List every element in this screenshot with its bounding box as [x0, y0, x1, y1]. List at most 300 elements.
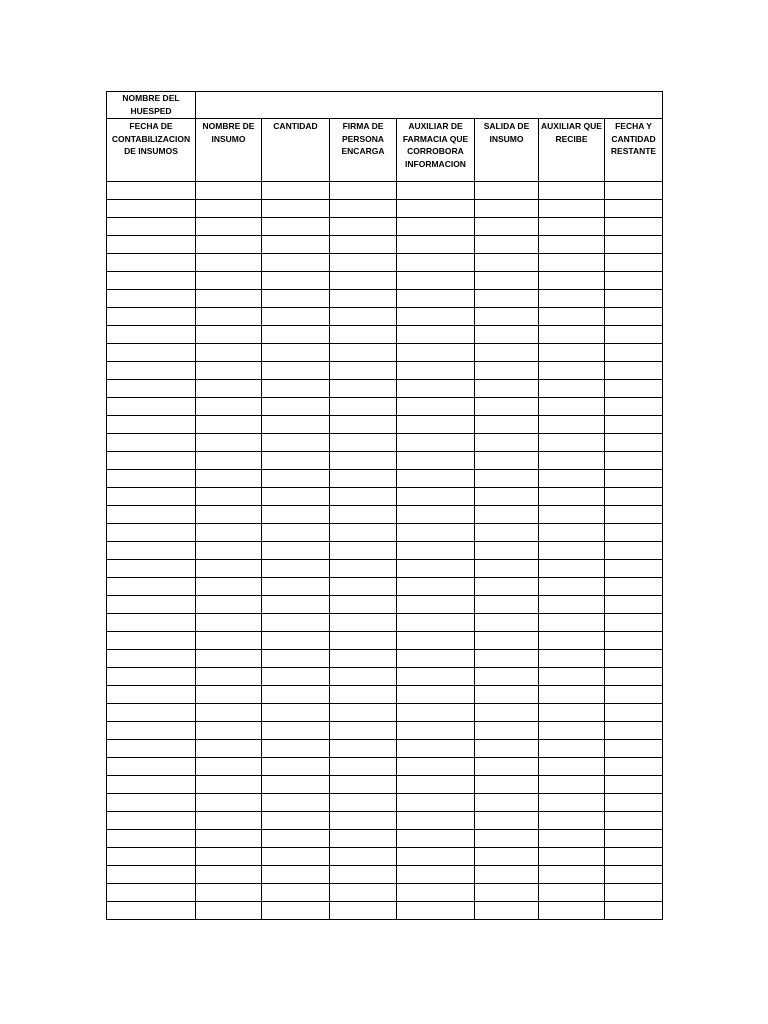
table-cell-auxiliar_farmacia[interactable]	[397, 236, 475, 254]
table-cell-nombre[interactable]	[196, 650, 262, 668]
table-cell-fecha[interactable]	[107, 362, 196, 380]
table-cell-fecha_cantidad[interactable]	[605, 452, 663, 470]
table-cell-nombre[interactable]	[196, 578, 262, 596]
table-cell-cantidad[interactable]	[262, 830, 330, 848]
table-cell-salida[interactable]	[475, 776, 539, 794]
table-cell-auxiliar_recibe[interactable]	[539, 236, 605, 254]
table-cell-salida[interactable]	[475, 308, 539, 326]
table-cell-auxiliar_recibe[interactable]	[539, 758, 605, 776]
table-cell-auxiliar_farmacia[interactable]	[397, 272, 475, 290]
table-cell-cantidad[interactable]	[262, 542, 330, 560]
table-cell-nombre[interactable]	[196, 416, 262, 434]
table-cell-fecha[interactable]	[107, 812, 196, 830]
table-cell-auxiliar_farmacia[interactable]	[397, 542, 475, 560]
table-cell-firma[interactable]	[330, 740, 397, 758]
table-cell-fecha_cantidad[interactable]	[605, 614, 663, 632]
table-cell-auxiliar_recibe[interactable]	[539, 452, 605, 470]
table-cell-nombre[interactable]	[196, 740, 262, 758]
table-cell-salida[interactable]	[475, 758, 539, 776]
table-cell-salida[interactable]	[475, 794, 539, 812]
table-cell-salida[interactable]	[475, 236, 539, 254]
table-cell-nombre[interactable]	[196, 668, 262, 686]
table-cell-auxiliar_farmacia[interactable]	[397, 524, 475, 542]
table-cell-auxiliar_recibe[interactable]	[539, 704, 605, 722]
table-cell-fecha_cantidad[interactable]	[605, 776, 663, 794]
table-cell-fecha_cantidad[interactable]	[605, 722, 663, 740]
table-cell-nombre[interactable]	[196, 758, 262, 776]
table-cell-nombre[interactable]	[196, 254, 262, 272]
table-cell-auxiliar_farmacia[interactable]	[397, 758, 475, 776]
table-cell-salida[interactable]	[475, 254, 539, 272]
table-cell-salida[interactable]	[475, 344, 539, 362]
table-cell-auxiliar_recibe[interactable]	[539, 668, 605, 686]
table-cell-auxiliar_farmacia[interactable]	[397, 362, 475, 380]
table-cell-firma[interactable]	[330, 848, 397, 866]
table-cell-fecha_cantidad[interactable]	[605, 182, 663, 200]
table-cell-firma[interactable]	[330, 254, 397, 272]
table-cell-fecha_cantidad[interactable]	[605, 254, 663, 272]
table-cell-auxiliar_recibe[interactable]	[539, 542, 605, 560]
table-cell-salida[interactable]	[475, 884, 539, 902]
table-cell-fecha[interactable]	[107, 236, 196, 254]
table-cell-firma[interactable]	[330, 686, 397, 704]
table-cell-auxiliar_farmacia[interactable]	[397, 902, 475, 920]
table-cell-nombre[interactable]	[196, 362, 262, 380]
table-cell-fecha[interactable]	[107, 326, 196, 344]
table-cell-firma[interactable]	[330, 416, 397, 434]
table-cell-firma[interactable]	[330, 524, 397, 542]
table-cell-cantidad[interactable]	[262, 236, 330, 254]
table-cell-cantidad[interactable]	[262, 272, 330, 290]
table-cell-nombre[interactable]	[196, 506, 262, 524]
table-cell-fecha[interactable]	[107, 290, 196, 308]
table-cell-fecha_cantidad[interactable]	[605, 758, 663, 776]
table-cell-cantidad[interactable]	[262, 308, 330, 326]
table-cell-cantidad[interactable]	[262, 524, 330, 542]
table-cell-auxiliar_recibe[interactable]	[539, 848, 605, 866]
table-cell-auxiliar_recibe[interactable]	[539, 362, 605, 380]
table-cell-firma[interactable]	[330, 668, 397, 686]
table-cell-fecha_cantidad[interactable]	[605, 794, 663, 812]
table-cell-salida[interactable]	[475, 398, 539, 416]
table-cell-cantidad[interactable]	[262, 470, 330, 488]
table-cell-auxiliar_farmacia[interactable]	[397, 560, 475, 578]
table-cell-auxiliar_recibe[interactable]	[539, 254, 605, 272]
table-cell-nombre[interactable]	[196, 272, 262, 290]
table-cell-fecha_cantidad[interactable]	[605, 632, 663, 650]
table-cell-auxiliar_recibe[interactable]	[539, 200, 605, 218]
table-cell-auxiliar_recibe[interactable]	[539, 776, 605, 794]
table-cell-nombre[interactable]	[196, 488, 262, 506]
table-cell-auxiliar_recibe[interactable]	[539, 740, 605, 758]
table-cell-salida[interactable]	[475, 452, 539, 470]
table-cell-firma[interactable]	[330, 506, 397, 524]
table-cell-auxiliar_farmacia[interactable]	[397, 632, 475, 650]
table-cell-fecha_cantidad[interactable]	[605, 470, 663, 488]
table-cell-nombre[interactable]	[196, 830, 262, 848]
table-cell-nombre[interactable]	[196, 380, 262, 398]
table-cell-cantidad[interactable]	[262, 776, 330, 794]
table-cell-cantidad[interactable]	[262, 704, 330, 722]
table-cell-salida[interactable]	[475, 830, 539, 848]
table-cell-salida[interactable]	[475, 578, 539, 596]
table-cell-cantidad[interactable]	[262, 650, 330, 668]
table-cell-fecha_cantidad[interactable]	[605, 560, 663, 578]
table-cell-fecha_cantidad[interactable]	[605, 344, 663, 362]
table-cell-firma[interactable]	[330, 362, 397, 380]
table-cell-firma[interactable]	[330, 380, 397, 398]
table-cell-fecha_cantidad[interactable]	[605, 380, 663, 398]
table-cell-fecha[interactable]	[107, 542, 196, 560]
table-cell-auxiliar_recibe[interactable]	[539, 524, 605, 542]
table-cell-fecha[interactable]	[107, 434, 196, 452]
table-cell-auxiliar_recibe[interactable]	[539, 614, 605, 632]
table-cell-cantidad[interactable]	[262, 614, 330, 632]
table-cell-auxiliar_recibe[interactable]	[539, 398, 605, 416]
table-cell-cantidad[interactable]	[262, 254, 330, 272]
table-cell-firma[interactable]	[330, 830, 397, 848]
table-cell-auxiliar_farmacia[interactable]	[397, 182, 475, 200]
table-cell-salida[interactable]	[475, 668, 539, 686]
table-cell-auxiliar_recibe[interactable]	[539, 380, 605, 398]
table-cell-cantidad[interactable]	[262, 326, 330, 344]
table-cell-fecha[interactable]	[107, 308, 196, 326]
table-cell-salida[interactable]	[475, 272, 539, 290]
guest-name-field[interactable]	[196, 92, 663, 119]
table-cell-cantidad[interactable]	[262, 182, 330, 200]
table-cell-fecha[interactable]	[107, 272, 196, 290]
table-cell-firma[interactable]	[330, 884, 397, 902]
table-cell-fecha[interactable]	[107, 668, 196, 686]
table-cell-fecha_cantidad[interactable]	[605, 326, 663, 344]
table-cell-cantidad[interactable]	[262, 344, 330, 362]
table-cell-fecha_cantidad[interactable]	[605, 830, 663, 848]
table-cell-fecha[interactable]	[107, 884, 196, 902]
table-cell-auxiliar_recibe[interactable]	[539, 902, 605, 920]
table-cell-salida[interactable]	[475, 812, 539, 830]
table-cell-cantidad[interactable]	[262, 362, 330, 380]
table-cell-auxiliar_recibe[interactable]	[539, 488, 605, 506]
table-cell-salida[interactable]	[475, 560, 539, 578]
table-cell-cantidad[interactable]	[262, 200, 330, 218]
table-cell-cantidad[interactable]	[262, 758, 330, 776]
table-cell-firma[interactable]	[330, 704, 397, 722]
table-cell-fecha[interactable]	[107, 704, 196, 722]
table-cell-fecha[interactable]	[107, 470, 196, 488]
table-cell-nombre[interactable]	[196, 632, 262, 650]
table-cell-auxiliar_recibe[interactable]	[539, 830, 605, 848]
table-cell-firma[interactable]	[330, 290, 397, 308]
table-cell-cantidad[interactable]	[262, 668, 330, 686]
table-cell-nombre[interactable]	[196, 326, 262, 344]
table-cell-salida[interactable]	[475, 200, 539, 218]
table-cell-salida[interactable]	[475, 650, 539, 668]
table-cell-salida[interactable]	[475, 290, 539, 308]
table-cell-cantidad[interactable]	[262, 218, 330, 236]
table-cell-fecha_cantidad[interactable]	[605, 848, 663, 866]
table-cell-auxiliar_recibe[interactable]	[539, 794, 605, 812]
table-cell-firma[interactable]	[330, 182, 397, 200]
table-cell-nombre[interactable]	[196, 902, 262, 920]
table-cell-firma[interactable]	[330, 614, 397, 632]
table-cell-salida[interactable]	[475, 866, 539, 884]
table-cell-fecha[interactable]	[107, 182, 196, 200]
table-cell-firma[interactable]	[330, 632, 397, 650]
table-cell-firma[interactable]	[330, 722, 397, 740]
table-cell-cantidad[interactable]	[262, 866, 330, 884]
table-cell-fecha_cantidad[interactable]	[605, 200, 663, 218]
table-cell-nombre[interactable]	[196, 470, 262, 488]
table-cell-auxiliar_recibe[interactable]	[539, 272, 605, 290]
table-cell-salida[interactable]	[475, 182, 539, 200]
table-cell-salida[interactable]	[475, 614, 539, 632]
table-cell-salida[interactable]	[475, 326, 539, 344]
table-cell-fecha_cantidad[interactable]	[605, 236, 663, 254]
table-cell-salida[interactable]	[475, 542, 539, 560]
table-cell-salida[interactable]	[475, 632, 539, 650]
table-cell-firma[interactable]	[330, 200, 397, 218]
table-cell-auxiliar_recibe[interactable]	[539, 344, 605, 362]
table-cell-cantidad[interactable]	[262, 398, 330, 416]
table-cell-fecha[interactable]	[107, 848, 196, 866]
table-cell-firma[interactable]	[330, 560, 397, 578]
table-cell-auxiliar_farmacia[interactable]	[397, 488, 475, 506]
table-cell-firma[interactable]	[330, 866, 397, 884]
table-cell-firma[interactable]	[330, 578, 397, 596]
table-cell-cantidad[interactable]	[262, 290, 330, 308]
table-cell-salida[interactable]	[475, 596, 539, 614]
table-cell-fecha[interactable]	[107, 578, 196, 596]
table-cell-cantidad[interactable]	[262, 488, 330, 506]
table-cell-fecha_cantidad[interactable]	[605, 524, 663, 542]
table-cell-nombre[interactable]	[196, 218, 262, 236]
table-cell-firma[interactable]	[330, 758, 397, 776]
table-cell-nombre[interactable]	[196, 596, 262, 614]
table-cell-fecha[interactable]	[107, 902, 196, 920]
table-cell-fecha_cantidad[interactable]	[605, 218, 663, 236]
table-cell-nombre[interactable]	[196, 182, 262, 200]
table-cell-fecha[interactable]	[107, 776, 196, 794]
table-cell-nombre[interactable]	[196, 614, 262, 632]
table-cell-auxiliar_farmacia[interactable]	[397, 452, 475, 470]
table-cell-cantidad[interactable]	[262, 506, 330, 524]
table-cell-firma[interactable]	[330, 308, 397, 326]
table-cell-firma[interactable]	[330, 218, 397, 236]
table-cell-nombre[interactable]	[196, 866, 262, 884]
table-cell-salida[interactable]	[475, 722, 539, 740]
table-cell-fecha_cantidad[interactable]	[605, 416, 663, 434]
table-cell-firma[interactable]	[330, 434, 397, 452]
table-cell-nombre[interactable]	[196, 398, 262, 416]
table-cell-auxiliar_recibe[interactable]	[539, 308, 605, 326]
table-cell-fecha_cantidad[interactable]	[605, 488, 663, 506]
table-cell-cantidad[interactable]	[262, 902, 330, 920]
table-cell-cantidad[interactable]	[262, 794, 330, 812]
table-cell-firma[interactable]	[330, 650, 397, 668]
table-cell-auxiliar_farmacia[interactable]	[397, 308, 475, 326]
table-cell-salida[interactable]	[475, 686, 539, 704]
table-cell-fecha_cantidad[interactable]	[605, 812, 663, 830]
table-cell-auxiliar_farmacia[interactable]	[397, 254, 475, 272]
table-cell-fecha_cantidad[interactable]	[605, 596, 663, 614]
table-cell-cantidad[interactable]	[262, 812, 330, 830]
table-cell-auxiliar_recibe[interactable]	[539, 650, 605, 668]
table-cell-auxiliar_recibe[interactable]	[539, 578, 605, 596]
table-cell-cantidad[interactable]	[262, 740, 330, 758]
table-cell-salida[interactable]	[475, 740, 539, 758]
table-cell-fecha[interactable]	[107, 866, 196, 884]
table-cell-auxiliar_farmacia[interactable]	[397, 416, 475, 434]
table-cell-fecha_cantidad[interactable]	[605, 272, 663, 290]
table-cell-auxiliar_farmacia[interactable]	[397, 290, 475, 308]
table-cell-auxiliar_farmacia[interactable]	[397, 722, 475, 740]
table-cell-auxiliar_recibe[interactable]	[539, 326, 605, 344]
table-cell-firma[interactable]	[330, 794, 397, 812]
table-cell-salida[interactable]	[475, 524, 539, 542]
table-cell-auxiliar_recibe[interactable]	[539, 182, 605, 200]
table-cell-fecha[interactable]	[107, 488, 196, 506]
table-cell-fecha_cantidad[interactable]	[605, 704, 663, 722]
table-cell-fecha_cantidad[interactable]	[605, 740, 663, 758]
table-cell-firma[interactable]	[330, 398, 397, 416]
table-cell-fecha_cantidad[interactable]	[605, 650, 663, 668]
table-cell-fecha[interactable]	[107, 740, 196, 758]
table-cell-salida[interactable]	[475, 470, 539, 488]
table-cell-firma[interactable]	[330, 776, 397, 794]
table-cell-firma[interactable]	[330, 542, 397, 560]
table-cell-fecha[interactable]	[107, 398, 196, 416]
table-cell-auxiliar_recibe[interactable]	[539, 866, 605, 884]
table-cell-nombre[interactable]	[196, 524, 262, 542]
table-cell-auxiliar_recibe[interactable]	[539, 812, 605, 830]
table-cell-auxiliar_recibe[interactable]	[539, 218, 605, 236]
table-cell-auxiliar_farmacia[interactable]	[397, 578, 475, 596]
table-cell-fecha_cantidad[interactable]	[605, 506, 663, 524]
table-cell-auxiliar_farmacia[interactable]	[397, 614, 475, 632]
table-cell-nombre[interactable]	[196, 542, 262, 560]
table-cell-fecha[interactable]	[107, 794, 196, 812]
table-cell-auxiliar_recibe[interactable]	[539, 596, 605, 614]
table-cell-firma[interactable]	[330, 902, 397, 920]
table-cell-nombre[interactable]	[196, 236, 262, 254]
table-cell-firma[interactable]	[330, 470, 397, 488]
table-cell-salida[interactable]	[475, 704, 539, 722]
table-cell-salida[interactable]	[475, 218, 539, 236]
table-cell-nombre[interactable]	[196, 848, 262, 866]
table-cell-auxiliar_farmacia[interactable]	[397, 668, 475, 686]
table-cell-fecha[interactable]	[107, 686, 196, 704]
table-cell-fecha[interactable]	[107, 722, 196, 740]
table-cell-salida[interactable]	[475, 434, 539, 452]
table-cell-nombre[interactable]	[196, 794, 262, 812]
table-cell-auxiliar_farmacia[interactable]	[397, 650, 475, 668]
table-cell-fecha[interactable]	[107, 452, 196, 470]
table-cell-auxiliar_farmacia[interactable]	[397, 344, 475, 362]
table-cell-auxiliar_farmacia[interactable]	[397, 434, 475, 452]
table-cell-auxiliar_recibe[interactable]	[539, 560, 605, 578]
table-cell-cantidad[interactable]	[262, 632, 330, 650]
table-cell-auxiliar_recibe[interactable]	[539, 416, 605, 434]
table-cell-auxiliar_farmacia[interactable]	[397, 884, 475, 902]
table-cell-salida[interactable]	[475, 848, 539, 866]
table-cell-firma[interactable]	[330, 236, 397, 254]
table-cell-cantidad[interactable]	[262, 596, 330, 614]
table-cell-fecha[interactable]	[107, 218, 196, 236]
table-cell-salida[interactable]	[475, 416, 539, 434]
table-cell-nombre[interactable]	[196, 200, 262, 218]
table-cell-auxiliar_farmacia[interactable]	[397, 326, 475, 344]
table-cell-fecha_cantidad[interactable]	[605, 362, 663, 380]
table-cell-firma[interactable]	[330, 488, 397, 506]
table-cell-auxiliar_farmacia[interactable]	[397, 866, 475, 884]
table-cell-auxiliar_recibe[interactable]	[539, 290, 605, 308]
table-cell-firma[interactable]	[330, 596, 397, 614]
table-cell-firma[interactable]	[330, 812, 397, 830]
table-cell-salida[interactable]	[475, 362, 539, 380]
table-cell-fecha[interactable]	[107, 524, 196, 542]
table-cell-nombre[interactable]	[196, 884, 262, 902]
table-cell-fecha_cantidad[interactable]	[605, 668, 663, 686]
table-cell-nombre[interactable]	[196, 812, 262, 830]
table-cell-fecha[interactable]	[107, 416, 196, 434]
table-cell-nombre[interactable]	[196, 704, 262, 722]
table-cell-cantidad[interactable]	[262, 416, 330, 434]
table-cell-cantidad[interactable]	[262, 452, 330, 470]
table-cell-fecha[interactable]	[107, 380, 196, 398]
table-cell-cantidad[interactable]	[262, 848, 330, 866]
table-cell-auxiliar_recibe[interactable]	[539, 686, 605, 704]
table-cell-firma[interactable]	[330, 344, 397, 362]
table-cell-nombre[interactable]	[196, 722, 262, 740]
table-cell-auxiliar_farmacia[interactable]	[397, 470, 475, 488]
table-cell-fecha[interactable]	[107, 344, 196, 362]
table-cell-auxiliar_farmacia[interactable]	[397, 398, 475, 416]
table-cell-nombre[interactable]	[196, 344, 262, 362]
table-cell-fecha_cantidad[interactable]	[605, 578, 663, 596]
table-cell-auxiliar_farmacia[interactable]	[397, 596, 475, 614]
table-cell-nombre[interactable]	[196, 686, 262, 704]
table-cell-auxiliar_recibe[interactable]	[539, 470, 605, 488]
table-cell-fecha[interactable]	[107, 506, 196, 524]
table-cell-fecha_cantidad[interactable]	[605, 542, 663, 560]
table-cell-firma[interactable]	[330, 326, 397, 344]
table-cell-auxiliar_farmacia[interactable]	[397, 686, 475, 704]
table-cell-fecha[interactable]	[107, 650, 196, 668]
table-cell-auxiliar_farmacia[interactable]	[397, 812, 475, 830]
table-cell-fecha[interactable]	[107, 560, 196, 578]
table-cell-salida[interactable]	[475, 506, 539, 524]
table-cell-firma[interactable]	[330, 272, 397, 290]
table-cell-nombre[interactable]	[196, 560, 262, 578]
table-cell-cantidad[interactable]	[262, 686, 330, 704]
table-cell-cantidad[interactable]	[262, 722, 330, 740]
table-cell-nombre[interactable]	[196, 452, 262, 470]
table-cell-cantidad[interactable]	[262, 434, 330, 452]
table-cell-salida[interactable]	[475, 902, 539, 920]
table-cell-auxiliar_recibe[interactable]	[539, 506, 605, 524]
table-cell-auxiliar_farmacia[interactable]	[397, 380, 475, 398]
table-cell-nombre[interactable]	[196, 290, 262, 308]
table-cell-salida[interactable]	[475, 488, 539, 506]
table-cell-cantidad[interactable]	[262, 578, 330, 596]
table-cell-auxiliar_farmacia[interactable]	[397, 740, 475, 758]
table-cell-auxiliar_farmacia[interactable]	[397, 506, 475, 524]
table-cell-fecha_cantidad[interactable]	[605, 434, 663, 452]
table-cell-auxiliar_recibe[interactable]	[539, 434, 605, 452]
table-cell-auxiliar_farmacia[interactable]	[397, 848, 475, 866]
table-cell-fecha[interactable]	[107, 614, 196, 632]
table-cell-cantidad[interactable]	[262, 884, 330, 902]
